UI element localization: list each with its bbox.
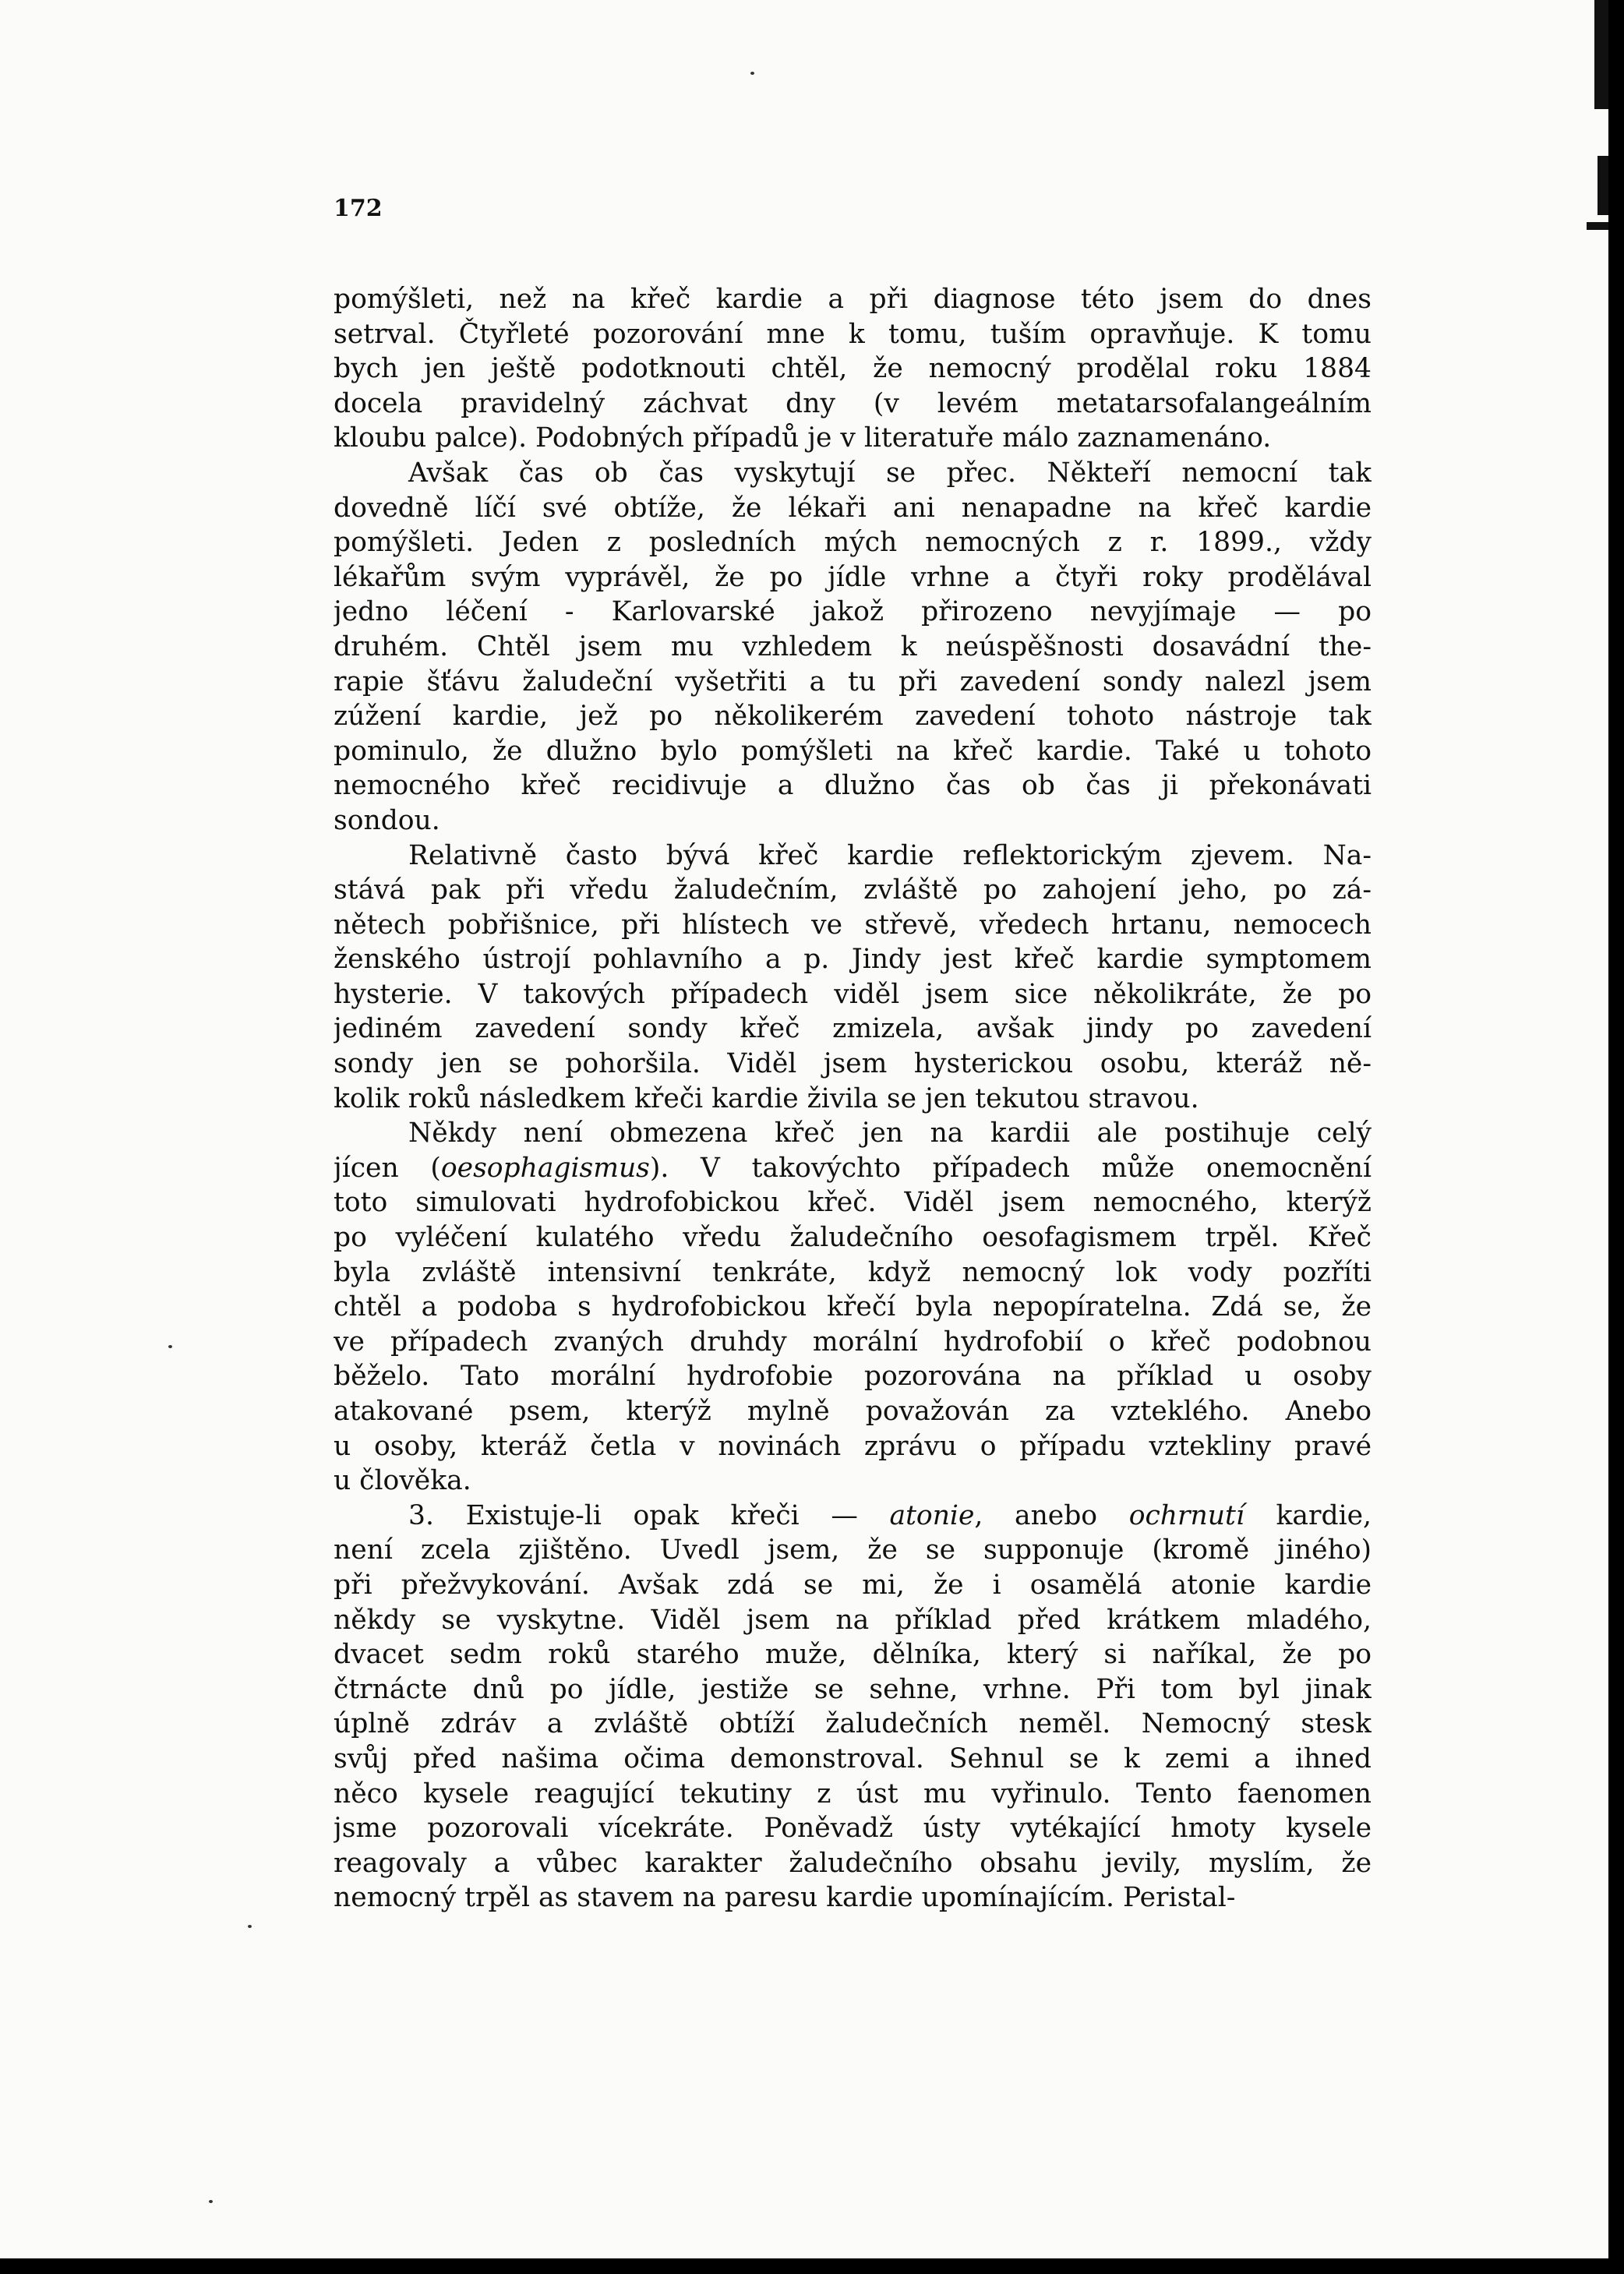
body-text (334, 282, 1372, 1916)
scan-speck (168, 1345, 172, 1348)
text-line: někdy se vyskytne. Viděl jsem na příklad před krátkem mladého, (334, 1604, 1372, 1636)
text-line: nětech pobřišnice, při hlístech ve střevě, vředech hrtanu, nemocech (334, 909, 1372, 941)
scan-edge-mark (1587, 222, 1608, 230)
text-line: běželo. Tato morální hydrofobie pozorována na příklad u osoby (334, 1361, 1372, 1393)
text-line: druhém. Chtěl jsem mu vzhledem k neúspěšnosti dosavádní the- (334, 630, 1372, 662)
text-line: Relativně často bývá křeč kardie reflektorickým zjevem. Na- (408, 839, 1372, 871)
text-line: reagovaly a vůbec karakter žaludečního obsahu jevily, myslím, že (334, 1847, 1372, 1879)
text-line: ve případech zvaných druhdy morální hydrofobií o křeč podobnou (334, 1326, 1372, 1358)
text-line: lékařům svým vyprávěl, že po jídle vrhne a čtyři roky prodělával (334, 561, 1372, 593)
text-line: bych jen ještě podotknouti chtěl, že nemocný prodělal roku 1884 (334, 353, 1372, 385)
text-line: dvacet sedm roků starého muže, dělníka, který si naříkal, že po (334, 1639, 1372, 1671)
paragraph (334, 1116, 1372, 1499)
text-line: byla zvláště intensivní tenkráte, když nemocný lok vody pozříti (334, 1256, 1372, 1288)
text-line: svůj před našima očima demonstroval. Sehnul se k zemi a ihned (334, 1743, 1372, 1774)
text-line: ženského ústrojí pohlavního a p. Jindy jest křeč kardie symptomem (334, 944, 1372, 976)
text-line: po vyléčení kulatého vředu žaludečního oesofagismem trpěl. Křeč (334, 1222, 1372, 1254)
text-line: úplně zdráv a zvláště obtíží žaludečních neměl. Nemocný stesk (334, 1708, 1372, 1740)
text-line: Avšak čas ob čas vyskytují se přec. Někteří nemocní tak (408, 457, 1372, 489)
text-line: jícen (oesophagismus). V takovýchto případech může onemocnění (334, 1152, 1372, 1184)
text-line: čtrnácte dnů po jídle, jestiže se sehne, vrhne. Při tom byl jinak (334, 1673, 1372, 1705)
scan-edge-mark (1598, 156, 1608, 215)
text-line: pomýšleti. Jeden z posledních mých nemocných z r. 1899., vždy (334, 527, 1372, 559)
scan-speck (209, 2200, 213, 2203)
text-line: kloubu palce). Podobných případů je v literatuře málo zaznamenáno. (334, 422, 1272, 454)
text-line: zúžení kardie, jež po několikerém zavedení tohoto nástroje tak (334, 701, 1372, 733)
text-line: setrval. Čtyřleté pozorování mne k tomu, tuším opravňuje. K tomu (334, 318, 1372, 350)
text-line: není zcela zjištěno. Uvedl jsem, že se supponuje (kromě jiného) (334, 1534, 1372, 1566)
text-line: něco kysele reagující tekutiny z úst mu vyřinulo. Tento faenomen (334, 1778, 1372, 1810)
paragraph (334, 839, 1372, 1117)
text-line: stává pak při vředu žaludečním, zvláště po zahojení jeho, po zá- (334, 874, 1372, 906)
text-line: atakované psem, kterýž mylně považován za vzteklého. Anebo (334, 1396, 1372, 1427)
text-line: jedno léčení - Karlovarské jakož přirozeno nevyjímaje — po (334, 596, 1372, 628)
text-line: 3. Existuje-li opak křeči — atonie, anebo ochrnutí kardie, (408, 1499, 1372, 1531)
paragraph (334, 1499, 1372, 1916)
text-line: dovedně líčí své obtíže, že lékaři ani nenapadne na křeč kardie (334, 492, 1372, 524)
scan-edge-mark (1594, 0, 1608, 109)
text-line: rapie šťávu žaludeční vyšetřiti a tu při zavedení sondy nalezl jsem (334, 666, 1372, 697)
text-line: sondy jen se pohoršila. Viděl jsem hysterickou osobu, kteráž ně- (334, 1048, 1372, 1080)
text-line: u člověka. (334, 1465, 471, 1497)
text-line: nemocný trpěl as stavem na paresu kardie upomínajícím. Peristal- (334, 1882, 1236, 1914)
paragraph (334, 456, 1372, 839)
text-line: při přežvykování. Avšak zdá se mi, že i osamělá atonie kardie (334, 1569, 1372, 1601)
text-line: toto simulovati hydrofobickou křeč. Viděl jsem nemocného, kterýž (334, 1187, 1372, 1219)
scan-speck (750, 72, 754, 75)
scan-speck (248, 1925, 252, 1928)
text-line: sondou. (334, 804, 440, 836)
paragraph (334, 282, 1372, 456)
text-line: jsme pozorovali vícekráte. Poněvadž ústy vytékající hmoty kysele (334, 1813, 1372, 1845)
text-line: jediném zavedení sondy křeč zmizela, avšak jindy po zavedení (334, 1013, 1372, 1045)
text-line: pomýšleti, než na křeč kardie a při diagnose této jsem do dnes (334, 284, 1372, 315)
text-line: docela pravidelný záchvat dny (v levém metatarsofalangeálním (334, 387, 1372, 419)
text-line: nemocného křeč recidivuje a dlužno čas ob čas ji překonávati (334, 770, 1372, 802)
text-line: pominulo, že dlužno bylo pomýšleti na křeč kardie. Také u tohoto (334, 735, 1372, 767)
text-line: Někdy není obmezena křeč jen na kardii ale postihuje celý (408, 1118, 1372, 1149)
text-line: hysterie. V takových případech viděl jsem sice několikráte, že po (334, 978, 1372, 1010)
page-number: 172 (334, 195, 383, 222)
text-line: kolik roků následkem křeči kardie živila se jen tekutou stravou. (334, 1082, 1199, 1114)
text-line: u osoby, kteráž četla v novinách zprávu o případu vztekliny pravé (334, 1430, 1372, 1462)
text-line: chtěl a podoba s hydrofobickou křečí byla nepopíratelna. Zdá se, že (334, 1291, 1372, 1323)
